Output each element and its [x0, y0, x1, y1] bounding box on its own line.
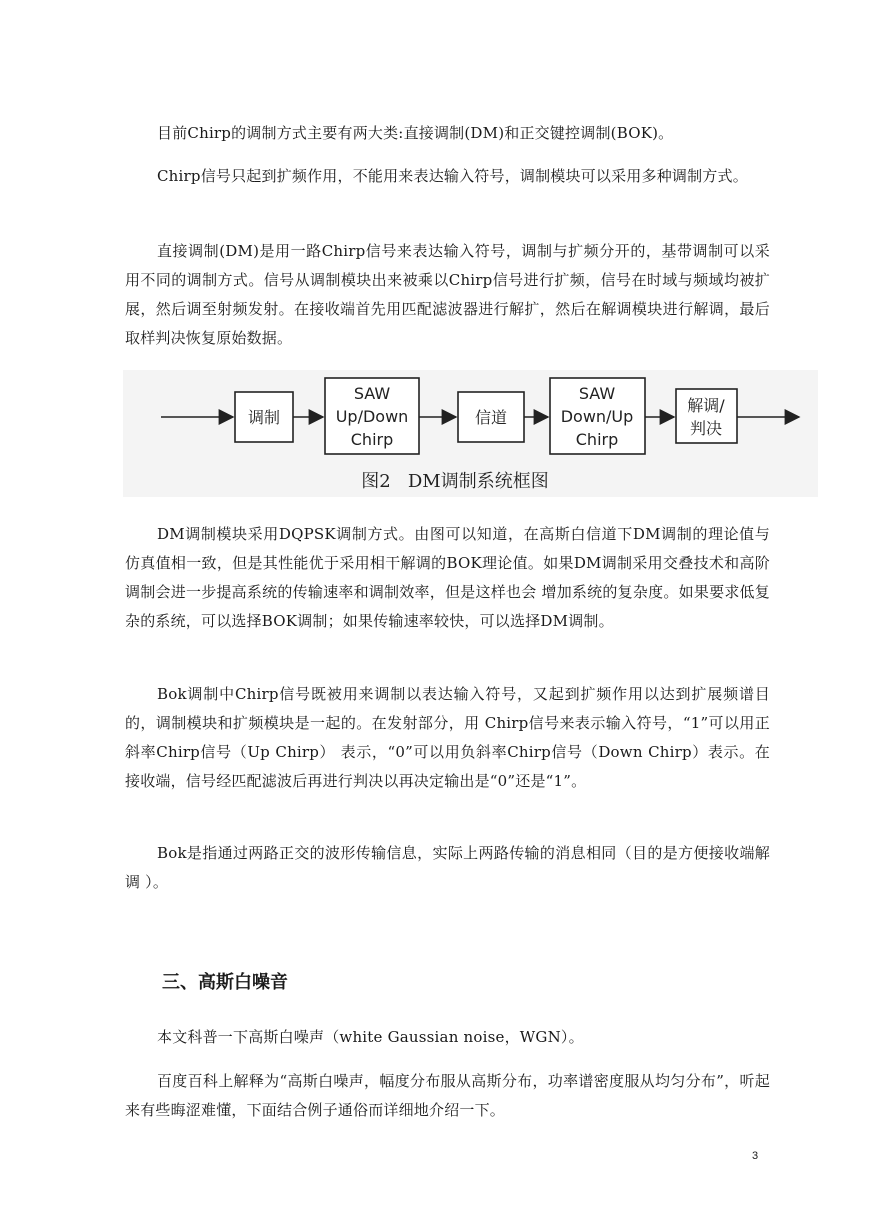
paragraph-dm-dqpsk: DM调制模块采用DQPSK调制方式。由图可以知道，在高斯白信道下DM调制的理论值与仿真值相一致，但是其性能优于采用相干解调的BOK理论值。如果DM调制采用交叠技术和高阶调制会进一步提高系统的传输速率和调制效率，但是这样也会 增加系统的复杂度。如果要求低复杂的系统，可以选择BOK调制；如果传输速率较快，可以选择DM调制。: [125, 525, 770, 630]
block-demod-line2: 判决: [689, 419, 723, 438]
paragraph-wgn-intro: 本文科普一下高斯白噪声（white Gaussian noise，WGN）。: [157, 1028, 584, 1046]
page-number: 3: [752, 1150, 759, 1162]
dm-system-block-diagram: [123, 370, 818, 497]
block-saw-updown-line3: Chirp: [350, 430, 394, 449]
block-channel-label: 信道: [474, 408, 508, 427]
block-saw-updown-line2: Up/Down: [335, 407, 409, 426]
block-saw-downup-line1: SAW: [578, 384, 616, 403]
paragraph-bok-definition: Bok是指通过两路正交的波形传输信息，实际上两路传输的消息相同（目的是方便接收端解调 ）。: [125, 844, 770, 891]
block-saw-updown-line1: SAW: [353, 384, 391, 403]
block-saw-downup-line3: Chirp: [575, 430, 619, 449]
paragraph-bok-modulation: Bok调制中Chirp信号既被用来调制以表达输入符号，又起到扩频作用以达到扩展频谱目的，调制模块和扩频模块是一起的。在发射部分，用 Chirp信号来表示输入符号，“1”可以用正斜率Chirp信号（Up Chirp） 表示，“0”可以用负斜率Chirp信号（Down Chirp）表示。在接收端，信号经匹配滤波后再进行判决以再决定输出是“0”还是“1”。: [125, 685, 770, 790]
block-diagram-svg: [123, 370, 818, 497]
paragraph-wgn-baidu: 百度百科上解释为“高斯白噪声，幅度分布服从高斯分布，功率谱密度服从均匀分布”，听起来有些晦涩难懂，下面结合例子通俗而详细地介绍一下。: [125, 1072, 770, 1119]
figure-caption: 图2 DM调制系统框图: [361, 471, 549, 492]
paragraph-direct-modulation: 直接调制(DM)是用一路Chirp信号来表达输入符号，调制与扩频分开的，基带调制可以采用不同的调制方式。信号从调制模块出来被乘以Chirp信号进行扩频，信号在时域与频域均被扩展，然后调至射频发射。在接收端首先用匹配滤波器进行解扩，然后在解调模块进行解调，最后取样判决恢复原始数据。: [125, 242, 770, 347]
block-modulation-label: 调制: [247, 408, 281, 427]
block-saw-downup-line2: Down/Up: [560, 407, 634, 426]
block-demod-line1: 解调/: [687, 396, 725, 415]
paragraph-chirp-modes: 目前Chirp的调制方式主要有两大类:直接调制(DM)和正交键控调制(BOK)。: [157, 124, 674, 142]
section-heading: 三、高斯白噪音: [162, 972, 288, 993]
paragraph-chirp-spread: Chirp信号只起到扩频作用，不能用来表达输入符号，调制模块可以采用多种调制方式。: [157, 167, 748, 185]
